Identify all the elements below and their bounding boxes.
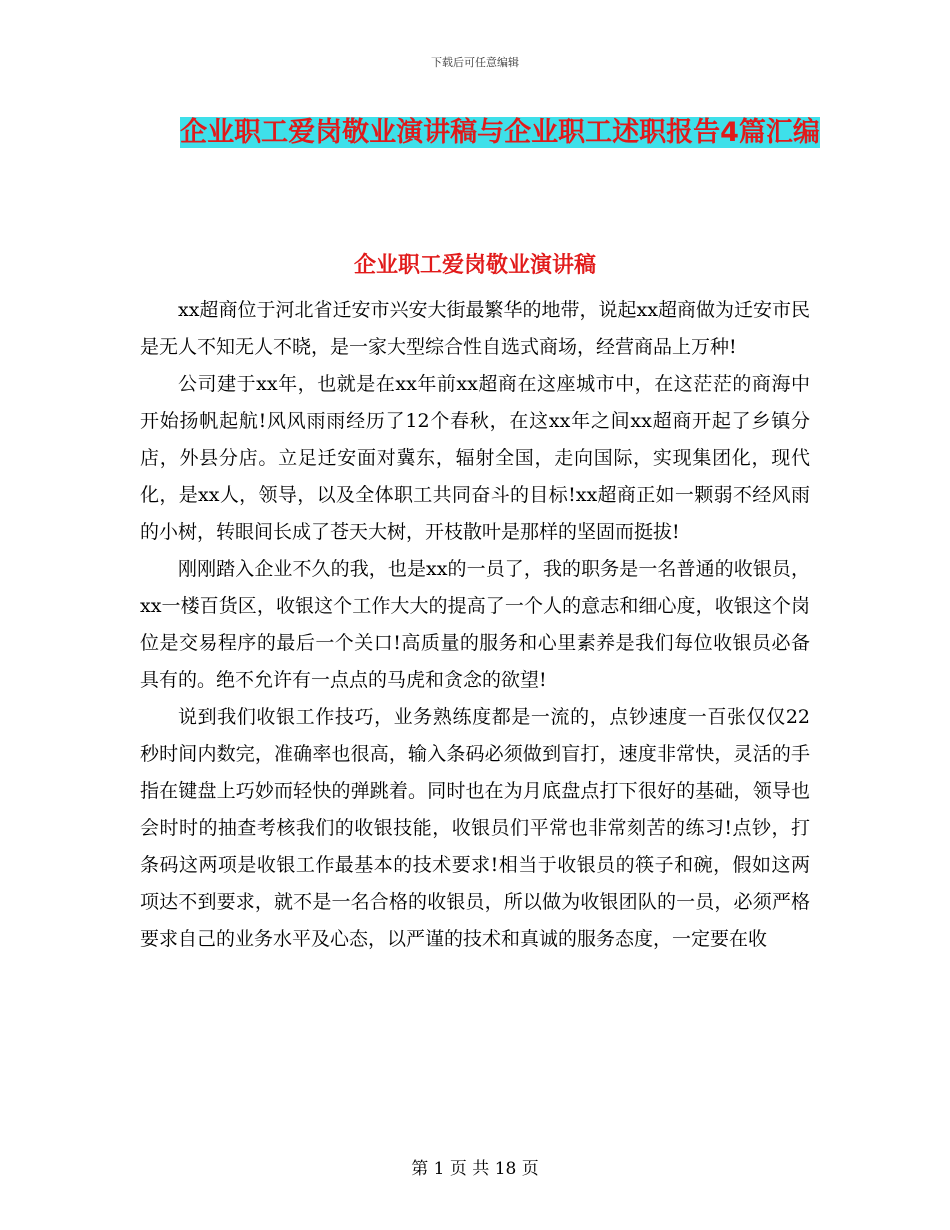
page-footer: 第 1 页 共 18 页 [411, 1159, 539, 1179]
paragraph-3: 刚刚踏入企业不久的我，也是xx的一员了，我的职务是一名普通的收银员，xx一楼百货区，收银这个工作大大的提高了一个人的意志和细心度，收银这个岗位是交易程序的最后一个关口!高质量的服务和心里素养是我们每位收银员必备具有的。绝不允许有一点点的马虎和贪念的欲望! [140, 558, 810, 691]
section-title: 企业职工爱岗敬业演讲稿 [353, 253, 596, 278]
document-title-text: 企业职工爱岗敬业演讲稿与企业职工述职报告4篇汇编 [180, 117, 820, 148]
header-note: 下载后可任意编辑 [431, 56, 519, 69]
document-title [150, 110, 850, 156]
paragraph-1: xx超商位于河北省迁安市兴安大街最繁华的地带，说起xx超商做为迁安市民是无人不知无人不晓，是一家大型综合性自选式商场，经营商品上万种! [140, 299, 810, 358]
body-text [140, 292, 810, 958]
paragraph-2: 公司建于xx年，也就是在xx年前xx超商在这座城市中，在这茫茫的商海中开始扬帆起航!风风雨雨经历了12个春秋，在这xx年之间xx超商开起了乡镇分店，外县分店。立足迁安面对冀东，辐射全国，走向国际，实现集团化，现代化，是xx人，领导，以及全体职工共同奋斗的目标!xx超商正如一颗弱不经风雨的小树，转眼间长成了苍天大树，开枝散叶是那样的坚固而挺拔! [140, 373, 810, 543]
paragraph-4: 说到我们收银工作技巧，业务熟练度都是一流的，点钞速度一百张仅仅22秒时间内数完，准确率也很高，输入条码必须做到盲打，速度非常快，灵活的手指在键盘上巧妙而轻快的弹跳着。同时也在为月底盘点打下很好的基础，领导也会时时的抽查考核我们的收银技能，收银员们平常也非常刻苦的练习!点钞，打条码这两项是收银工作最基本的技术要求!相当于收银员的筷子和碗，假如这两项达不到要求，就不是一名合格的收银员，所以做为收银团队的一员，必须严格要求自己的业务水平及心态，以严谨的技术和真诚的服务态度，一定要在收 [140, 706, 810, 950]
